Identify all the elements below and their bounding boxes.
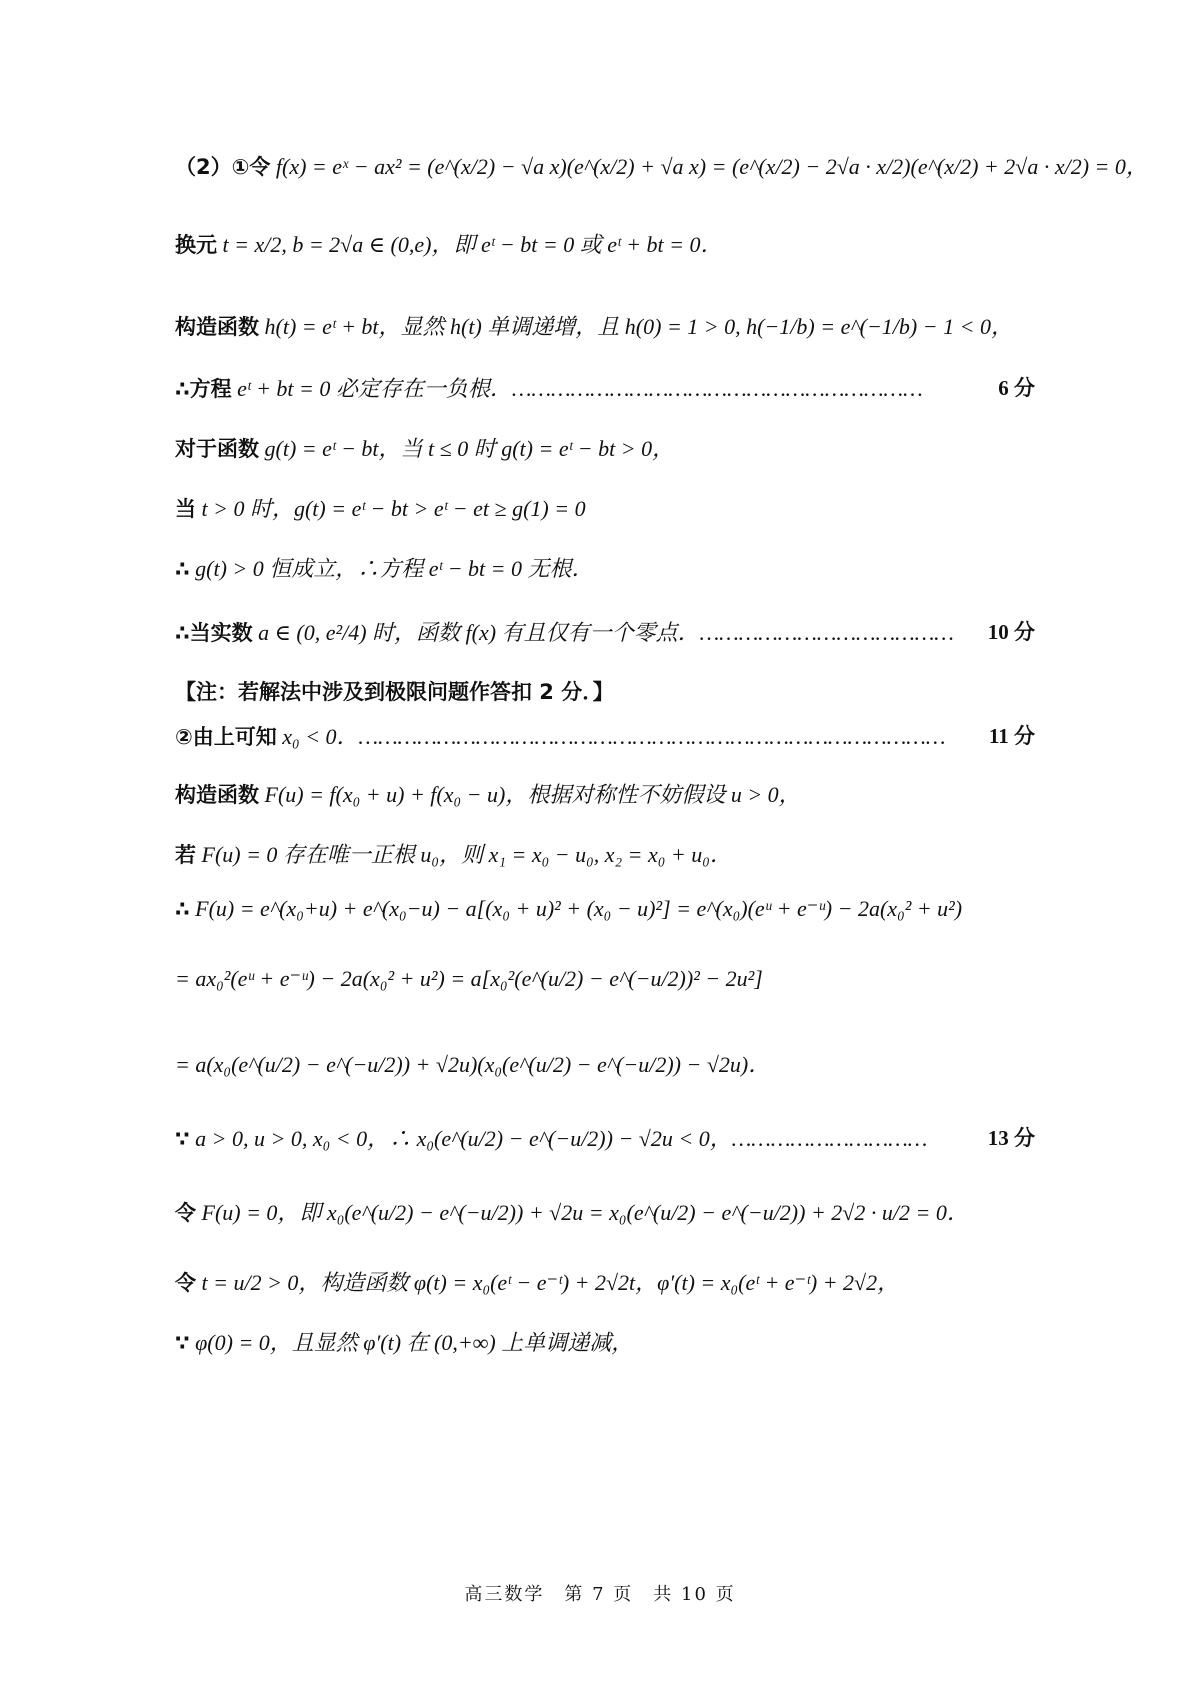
solution-line <box>175 616 1040 647</box>
line-math: = a(x₀(e^(u/2) − e^(−u/2)) + √2u)(x₀(e^(u/2) − e^(−u/2)) − √2u)． <box>175 1052 771 1077</box>
solution-line <box>175 150 1148 181</box>
line-lead-text: 令 <box>175 1201 196 1225</box>
solution-line <box>175 778 1040 809</box>
solution-line <box>175 228 1040 259</box>
line-lead-text: ∵ <box>175 1331 190 1355</box>
solution-line <box>175 720 1040 751</box>
solution-line <box>175 1326 1040 1357</box>
solution-line <box>175 676 1040 706</box>
line-lead-text: ∴当实数 <box>175 621 253 645</box>
score-mark <box>988 1122 1035 1152</box>
score-number: 11 <box>988 724 1009 748</box>
line-math: a ∈ (0, e²/4) 时，函数 f(x) 有且仅有一个零点．………………………………… <box>252 620 954 645</box>
solution-line <box>175 896 1040 922</box>
solution-line <box>175 310 1040 341</box>
score-unit: 分 <box>1014 724 1035 748</box>
solution-line <box>175 1196 1040 1227</box>
line-lead-text: ∴ <box>175 897 190 921</box>
line-lead-text: ②由上可知 <box>175 725 277 749</box>
solution-line <box>175 838 1040 869</box>
solution-line <box>175 1048 1040 1079</box>
score-mark <box>989 720 1035 750</box>
solution-line <box>175 552 1040 583</box>
line-lead-text: 当 <box>175 497 196 521</box>
line-math: F(u) = 0 存在唯一正根 u₀，则 x₁ = x₀ − u₀, x₂ = x₀ + u₀． <box>196 842 732 867</box>
line-math: F(u) = e^(x₀+u) + e^(x₀−u) − a[(x₀ + u)² + (x₀ − u)²] = e^(x₀)(eᵘ + e⁻ᵘ) − 2a(x₀² + u²) <box>189 896 963 921</box>
line-lead-text: ∴ <box>175 557 190 581</box>
line-lead-text: 构造函数 <box>175 315 259 339</box>
line-math: φ(0) = 0，且显然 φ′(t) 在 (0,+∞) 上单调递减， <box>189 1330 634 1355</box>
solution-line <box>175 432 1040 463</box>
line-lead-text: 若 <box>175 843 196 867</box>
line-math: = ax₀²(eᵘ + e⁻ᵘ) − 2a(x₀² + u²) = a[x₀²(e^(u/2) − e^(−u/2))² − 2u²] <box>175 966 763 991</box>
line-math: f(x) = eˣ − ax² = (e^(x/2) − √a x)(e^(x/2) + √a x) = (e^(x/2) − 2√a · x/2)(e^(x/2) + 2√a · x/2) = 0， <box>270 154 1148 179</box>
page-footer: 高三数学 第 7 页 共 10 页 <box>464 1584 736 1605</box>
line-lead-text: 令 <box>175 1271 196 1295</box>
line-lead-text: （2）①令 <box>175 155 271 179</box>
solution-line <box>175 372 1040 403</box>
line-lead-text: 【注：若解法中涉及到极限问题作答扣 2 分．】 <box>175 680 614 704</box>
line-lead-text: 对于函数 <box>175 437 259 461</box>
line-lead-text: ∴方程 <box>175 377 232 401</box>
score-number: 6 <box>998 376 1009 400</box>
score-mark <box>988 616 1035 646</box>
score-mark <box>998 372 1035 402</box>
line-lead-text: ∵ <box>175 1127 190 1151</box>
score-unit: 分 <box>1014 620 1035 644</box>
line-math: h(t) = eᵗ + bt，显然 h(t) 单调递增，且 h(0) = 1 > 0, h(−1/b) = e^(−1/b) − 1 < 0， <box>259 314 1013 339</box>
line-math: eᵗ + bt = 0 必定存在一负根．……………………………………………………… <box>231 376 923 401</box>
line-math: t = x/2, b = 2√a ∈ (0,e)，即 eᵗ − bt = 0 或 eᵗ + bt = 0． <box>217 232 723 257</box>
score-number: 10 <box>987 620 1009 644</box>
line-math: F(u) = f(x₀ + u) + f(x₀ − u)，根据对称性不妨假设 u > 0， <box>259 782 801 807</box>
line-lead-text: 换元 <box>175 233 217 257</box>
line-math: g(t) > 0 恒成立，∴方程 eᵗ − bt = 0 无根． <box>189 556 594 581</box>
line-math: x₀ < 0．……………………………………………………………………………… <box>276 724 946 749</box>
line-lead-text: 构造函数 <box>175 783 259 807</box>
line-math: F(u) = 0，即 x₀(e^(u/2) − e^(−u/2)) + √2u = x₀(e^(u/2) − e^(−u/2)) + 2√2 · u/2 = 0． <box>196 1200 969 1225</box>
line-math: g(t) = eᵗ − bt，当 t ≤ 0 时 g(t) = eᵗ − bt > 0， <box>259 436 675 461</box>
score-number: 13 <box>987 1126 1009 1150</box>
score-unit: 分 <box>1014 376 1035 400</box>
solution-line <box>175 492 1040 523</box>
solution-line <box>175 966 1040 992</box>
line-math: a > 0, u > 0, x₀ < 0，∴ x₀(e^(u/2) − e^(−u/2)) − √2u < 0，………………………… <box>189 1126 928 1151</box>
solution-line <box>175 1266 1040 1297</box>
solution-line <box>175 1122 1040 1153</box>
score-unit: 分 <box>1014 1126 1035 1150</box>
line-math: t = u/2 > 0，构造函数 φ(t) = x₀(eᵗ − e⁻ᵗ) + 2√2t，φ′(t) = x₀(eᵗ + e⁻ᵗ) + 2√2， <box>196 1270 900 1295</box>
line-math: t > 0 时，g(t) = eᵗ − bt > eᵗ − et ≥ g(1) = 0 <box>196 496 586 521</box>
